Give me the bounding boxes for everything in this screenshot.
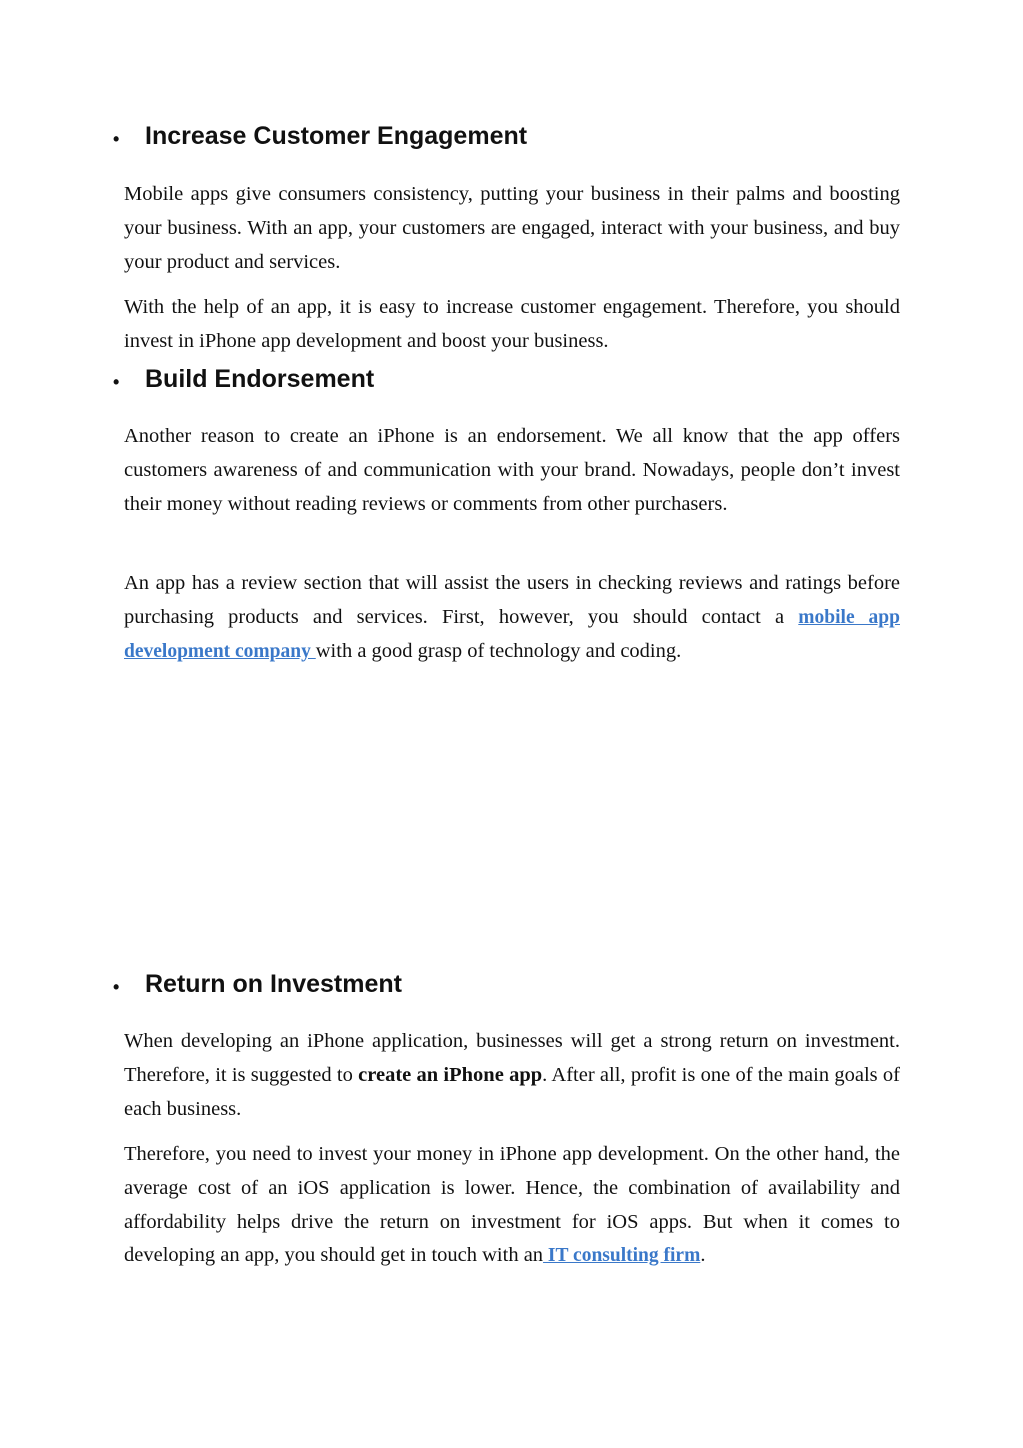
section-heading-return-on-investment bbox=[113, 970, 402, 999]
mobile-app-development-company-link[interactable]: mobile app development company bbox=[124, 606, 900, 662]
paragraph-text: When developing an iPhone application, businesses will get a strong return on investment. Therefore, it is suggested to bbox=[124, 1030, 900, 1086]
paragraph bbox=[124, 567, 900, 668]
paragraph: With the help of an app, it is easy to increase customer engagement. Therefore, you should invest in iPhone app development and boost your business. bbox=[124, 296, 900, 352]
bullet-icon: • bbox=[113, 977, 120, 997]
paragraph-text: with a good grasp of technology and coding. bbox=[315, 639, 682, 662]
heading-text: Return on Investment bbox=[145, 970, 402, 998]
heading-text: Build Endorsement bbox=[145, 365, 375, 393]
paragraph: Another reason to create an iPhone is an endorsement. We all know that the app offers customers awareness of and communication with your brand. Nowadays, people don’t invest their money without reading reviews or comments from other purchasers. bbox=[124, 425, 900, 515]
bullet-icon: • bbox=[113, 372, 120, 392]
heading-text: Increase Customer Engagement bbox=[145, 122, 528, 150]
paragraph-text: Therefore, you need to invest your money in iPhone app development. On the other hand, the average cost of an iOS application is lower. Hence, the combination of availability and affordability helps drive the return on investment for iOS apps. But when it comes to developing an app, you should get in touch with an bbox=[124, 1143, 900, 1267]
paragraph bbox=[124, 1138, 900, 1273]
section-heading-customer-engagement bbox=[113, 122, 527, 151]
paragraph-text: . bbox=[700, 1244, 706, 1267]
bold-phrase: create an iPhone app bbox=[358, 1063, 543, 1086]
paragraph-text: An app has a review section that will assist the users in checking reviews and ratings before purchasing products and services. First, however, you should contact a bbox=[124, 572, 900, 628]
paragraph bbox=[124, 1025, 900, 1126]
it-consulting-firm-link[interactable]: IT consulting firm bbox=[543, 1245, 701, 1267]
paragraph: Mobile apps give consumers consistency, putting your business in their palms and boosting your business. With an app, your customers are engaged, interact with your business, and buy your product and services. bbox=[124, 183, 900, 273]
section-heading-build-endorsement bbox=[113, 365, 374, 394]
paragraph-text: . After all, profit is one of the main goals of each business. bbox=[124, 1063, 900, 1120]
bullet-icon: • bbox=[113, 129, 120, 149]
